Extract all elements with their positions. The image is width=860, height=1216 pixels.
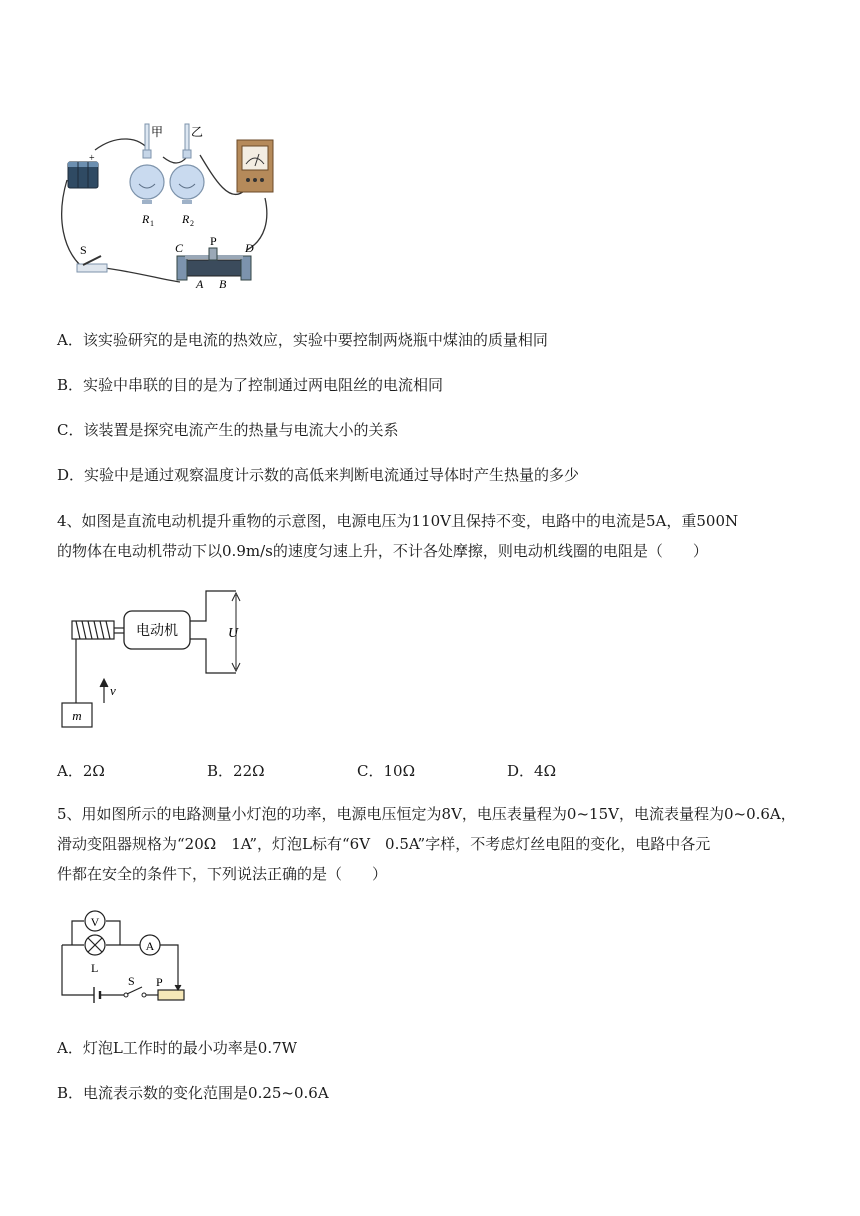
q4-stem-line-1: 4、如图是直流电动机提升重物的示意图，电源电压为110V且保持不变，电路中的电流是5A，重500N <box>57 512 739 530</box>
svg-text:L: L <box>91 961 99 975</box>
svg-text:1: 1 <box>150 219 154 228</box>
q3-option-d: D．实验中是通过观察温度计示数的高低来判断电流通过导体时产生热量的多少 <box>57 466 580 484</box>
lamp-power-circuit-figure <box>58 905 198 1005</box>
svg-text:S: S <box>80 243 87 257</box>
svg-text:A: A <box>196 277 204 291</box>
svg-text:R: R <box>182 212 190 226</box>
battery-icon <box>68 162 98 188</box>
switch-icon <box>77 256 107 272</box>
svg-text:P: P <box>210 234 217 248</box>
svg-text:D: D <box>245 241 254 255</box>
battery-icon <box>94 987 100 1003</box>
svg-text:A: A <box>145 939 155 953</box>
svg-text:电动机: 电动机 <box>136 624 178 639</box>
q3-option-b: B．实验中串联的目的是为了控制通过两电阻丝的电流相同 <box>57 376 444 394</box>
svg-text:P: P <box>156 975 163 989</box>
svg-text:乙: 乙 <box>191 125 204 139</box>
q3-option-c: C．该装置是探究电流产生的热量与电流大小的关系 <box>57 421 399 439</box>
svg-text:甲: 甲 <box>151 125 164 139</box>
joule-heating-experiment-figure <box>55 110 285 300</box>
rheostat-icon <box>177 248 251 280</box>
q4-option-b: B．22Ω <box>207 762 265 780</box>
svg-text:U: U <box>228 626 239 641</box>
q5-stem-line-2: 滑动变阻器规格为“20Ω 1A”，灯泡L标有“6V 0.5A”字样，不考虑灯丝电阻的变化，电路中各元 <box>57 835 711 853</box>
svg-text:v: v <box>110 683 116 698</box>
q5-option-a: A．灯泡L工作时的最小功率是0.7W <box>57 1039 298 1057</box>
svg-text:V: V <box>90 915 100 929</box>
rheostat-icon <box>158 990 184 1000</box>
ammeter-icon <box>237 140 273 192</box>
q4-option-d: D．4Ω <box>507 762 557 780</box>
q5-option-b: B．电流表示数的变化范围是0.25~0.6A <box>57 1084 329 1102</box>
svg-text:m: m <box>72 708 82 723</box>
q4-stem-line-2: 的物体在电动机带动下以0.9m/s的速度匀速上升，不计各处摩擦，则电动机线圈的电阻是（ ） <box>57 542 708 560</box>
svg-text:S: S <box>128 974 135 988</box>
q3-option-a: A．该实验研究的是电流的热效应，实验中要控制两烧瓶中煤油的质量相同 <box>57 331 548 349</box>
q4-option-a: A．2Ω <box>57 762 105 780</box>
svg-text:+: + <box>89 153 95 164</box>
q5-stem-line-3: 件都在安全的条件下，下列说法正确的是（ ） <box>57 865 388 883</box>
switch-icon <box>124 987 146 997</box>
svg-text:R: R <box>142 212 150 226</box>
motor-lifting-figure <box>58 585 258 735</box>
svg-text:2: 2 <box>190 219 194 228</box>
svg-text:C: C <box>175 241 184 255</box>
svg-text:B: B <box>219 277 227 291</box>
q4-option-c: C．10Ω <box>357 762 416 780</box>
q5-stem-line-1: 5、用如图所示的电路测量小灯泡的功率，电源电压恒定为8V，电压表量程为0~15V，电流表量程为0~0.6A， <box>57 805 796 823</box>
